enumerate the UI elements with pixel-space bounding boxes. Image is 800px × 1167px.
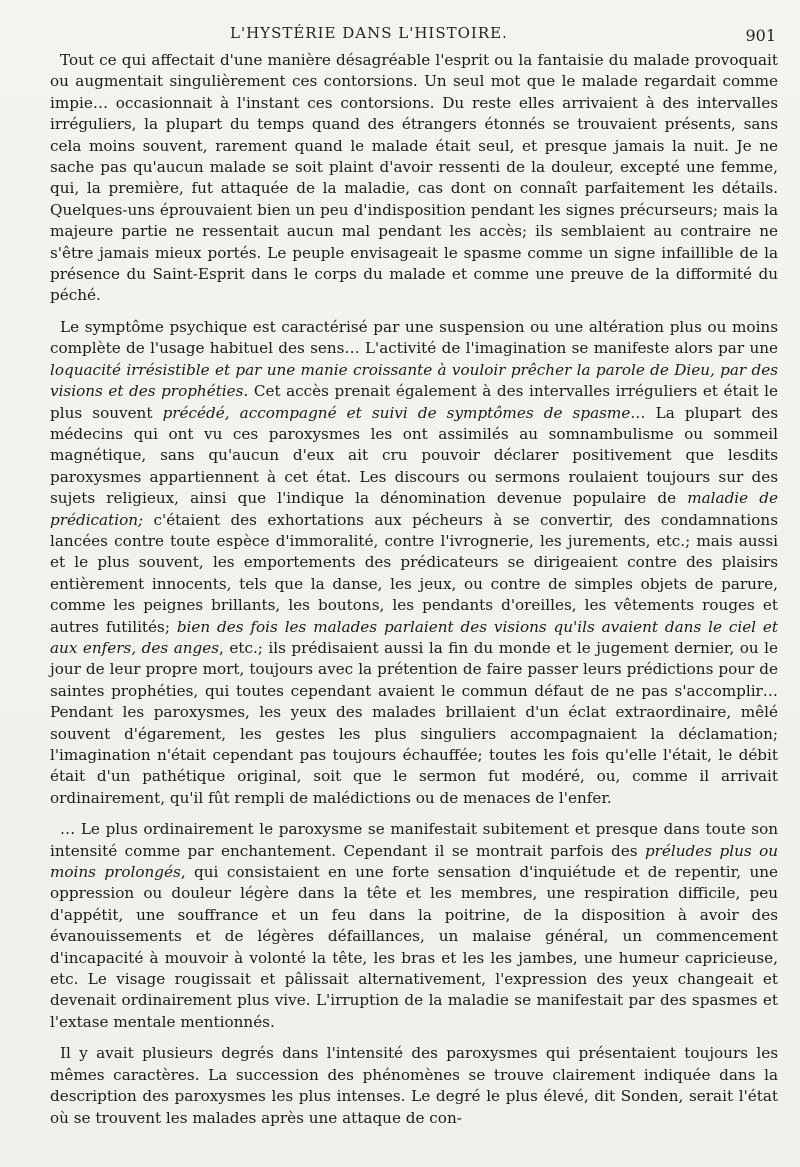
page-number: 901 [745,26,776,45]
paragraph-3 [50,819,778,1033]
paragraph-4 [50,1043,778,1129]
text-segment: Il y avait plusieurs degrés dans l'intensité des paroxysmes qui présentaient toujours les mêmes caractères. La succession des phénomènes se trouve clairement indiquée dans la description des paroxysmes les plus intenses. Le degré le plus élevé, dit Sonden, serait l'état où se trouvent les malades après une attaque de con- [50,1044,778,1127]
italic-segment: bien des fois les malades parlaient des visions qu'ils avaient dans le ciel et aux enfers, des anges [50,617,779,657]
text-segment: Tout ce qui affectait d'une manière désagréable l'esprit ou la fantaisie du malade provoquait ou augmentait singulièrement ces contorsions. Un seul mot que le malade regardait comme impie… occasionnait à l'instant ces contorsions. Du reste elles arrivaient à des intervalles irréguliers, la plupart du temps quand des étrangers étonnés se trouvaient présents, sans cela moins souvent, rarement quand le malade était seul, et presque jamais la nuit. Je ne sache pas qu'aucun malade se soit plaint d'avoir ressenti de la douleur, excepté une femme, qui, la première, fut attaquée de la maladie, cas dont on connaît parfaitement les détails. Quelques-uns éprouvaient bien un peu d'indisposition pendant les signes précurseurs; mais la majeure partie ne ressentait aucun mal pendant les accès; ils semblaient au contraire ne s'être jamais mieux portés. Le peuple envisageait le spasme comme un signe infaillible de la présence du Saint-Esprit dans le corps du malade et comme une preuve de la difformité du péché. [50,51,778,305]
text-segment: Le symptôme psychique est caractérisé par une suspension ou une altération plus ou moins complète de l'usage habituel des sens… L'activité de l'imagination se manifeste alors par une [50,317,778,358]
running-header [50,18,778,50]
text-segment: La plupart des médecins qui ont vu ces paroxysmes les ont assimilés au somnambulisme ou sommeil magnétique, sans qu'aucun d'eux ait cru pouvoir déclarer positivement que lesdits paroxysmes appartiennent à cet état. Les discours ou sermons roulaient toujours sur des sujets religieux, ainsi que l'indique la dénomination devenue populaire de [50,403,778,508]
paragraph-1 [50,50,778,307]
italic-segment: loquacité irrésistible et par une manie croissante à vouloir prêcher la parole de Dieu, par des visions et des prophéties [50,360,778,401]
running-title: L'HYSTÉRIE DANS L'HISTOIRE. [230,24,508,42]
italic-segment: maladie de prédication; [50,489,778,529]
text-segment: , qui consistaient en une forte sensation d'inquiétude et de repentir, une oppression ou douleur légère dans la tête et les membres, une respiration difficile, peu d'appétit, une souffrance et un feu dans la poitrine, de la disposition à avoir des évanouissements et de légères défaillances, un malaise général, un commencement d'incapacité à mouvoir à volonté la tête, les bras et les les jambes, une humeur capricieuse, etc. Le visage rougissait et pâlissait alternativement, l'expression des yeux changeait et devenait ordinairement plus vive. L'irruption de la maladie se manifestait par des spasmes et l'extase mentale mentionnés. [50,863,778,1031]
text-segment: … Le plus ordinairement le paroxysme se manifestait subitement et presque dans toute son intensité comme par enchantement. Cependant il se montrait parfois des [50,820,778,860]
italic-segment: précédé, accompagné et suivi de symptômes de spasme… [162,403,646,422]
text-segment: c'étaient des exhortations aux pécheurs à se convertir, des condamnations lancées contre toute espèce d'immoralité, contre l'ivrognerie, les jurements, etc.; mais aussi et le plus souvent, les emportements des prédicateurs se dirigeaient contre des plaisirs entièrement innocents, tels que la danse, les jeux, ou contre de simples objets de parure, comme les peignes brillants, les boutons, les pendants d'oreilles, les vêtements rouges et autres futilités; [50,510,778,636]
body-text [50,50,778,1129]
paragraph-2 [50,317,778,809]
italic-segment: préludes plus ou moins prolongés [50,841,778,882]
text-segment: , etc.; ils prédisaient aussi la fin du monde et le jugement dernier, ou le jour de leur propre mort, toujours avec la prétention de faire passer leurs prédictions pour de saintes prophéties, qui toutes cependant avaient le commun défaut de ne pas s'accomplir… Pendant les paroxysmes, les yeux des malades brillaient d'un éclat extraordinaire, mêlé souvent d'égarement, les gestes les plus singuliers accompagnaient la déclamation; l'imagination n'était cependant pas toujours échauffée; toutes les fois qu'elle l'était, le débit était d'un pathétique original, soit que le sermon fut modéré, ou, comme il arrivait ordinairement, qu'il fût rempli de malédictions ou de menaces de l'enfer. [50,638,778,807]
text-segment: . Cet accès prenait également à des intervalles irréguliers et était le plus souvent [50,382,778,422]
